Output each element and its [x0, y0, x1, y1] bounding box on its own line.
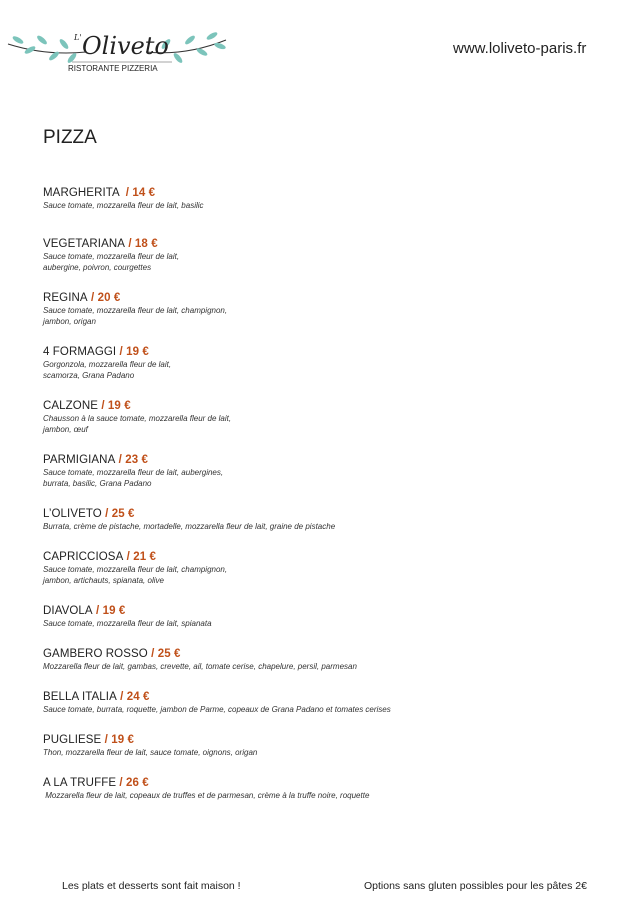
item-price: / 14 € — [122, 187, 156, 199]
item-name: CAPRICCIOSA — [43, 551, 124, 563]
menu-item — [43, 690, 391, 715]
item-description: burrata, basilic, Grana Padano — [43, 479, 152, 488]
item-description: Mozzarella fleur de lait, gambas, crevette, ail, tomate cerise, chapelure, persil, parmesan — [43, 662, 357, 671]
item-description: jambon, origan — [43, 317, 96, 326]
item-description: jambon, œuf — [43, 425, 88, 434]
item-name-line — [43, 550, 227, 564]
item-description: Sauce tomate, mozzarella fleur de lait, basilic — [43, 201, 204, 210]
item-name: MARGHERITA — [43, 187, 123, 199]
item-name-line — [43, 776, 369, 790]
menu-item — [43, 550, 227, 586]
item-description: Chausson à la sauce tomate, mozzarella fleur de lait, — [43, 414, 232, 423]
item-name: PARMIGIANA — [43, 454, 116, 466]
item-description: Sauce tomate, mozzarella fleur de lait, — [43, 252, 180, 261]
svg-text:L': L' — [74, 33, 82, 42]
item-price: / 23 € — [115, 454, 149, 466]
item-name-line — [43, 399, 231, 413]
item-name-line — [43, 604, 212, 618]
item-price: / 18 € — [125, 238, 158, 250]
menu-item — [43, 647, 357, 672]
item-name-line — [43, 453, 223, 467]
item-name: BELLA ITALIA — [43, 691, 117, 703]
item-price: / 24 € — [116, 691, 150, 703]
item-price: / 25 € — [147, 648, 181, 660]
menu-item — [43, 733, 257, 758]
item-name-line — [43, 733, 257, 747]
menu-item — [43, 345, 171, 381]
menu-item — [43, 291, 227, 327]
item-description: Mozzarella fleur de lait, copeaux de truffes et de parmesan, crème à la truffe noire, roquette — [43, 791, 370, 800]
item-description: Sauce tomate, mozzarella fleur de lait, champignon, — [43, 306, 228, 315]
item-name: VEGETARIANA — [43, 238, 126, 250]
svg-text:Oliveto: Oliveto — [82, 32, 169, 60]
item-name: L’OLIVETO — [43, 508, 102, 520]
footer-gluten-note: Options sans gluten possibles pour les pâtes 2€ — [364, 880, 587, 892]
item-name-line — [43, 647, 357, 661]
restaurant-logo — [6, 26, 228, 76]
item-name: 4 FORMAGGI — [43, 346, 117, 358]
item-description: Sauce tomate, burrata, roquette, jambon de Parme, copeaux de Grana Padano et tomates cerises — [43, 705, 391, 714]
item-price: / 21 € — [123, 551, 157, 563]
item-description: aubergine, poivron, courgettes — [43, 263, 152, 272]
item-name: GAMBERO ROSSO — [43, 648, 148, 660]
item-description: scamorza, Grana Padano — [43, 371, 135, 380]
menu-item — [43, 776, 369, 801]
item-name-line — [43, 291, 227, 305]
footer-homemade-note: Les plats et desserts sont fait maison ! — [62, 880, 241, 892]
item-price: / 25 € — [101, 508, 135, 520]
menu-item — [43, 237, 179, 273]
item-price: / 19 € — [98, 400, 131, 412]
item-name: DIAVOLA — [43, 605, 93, 617]
item-name-line — [43, 186, 204, 200]
menu-item — [43, 186, 204, 211]
menu-item — [43, 507, 335, 532]
item-description: Burrata, crème de pistache, mortadelle, mozzarella fleur de lait, graine de pistache — [43, 522, 336, 531]
item-name-line — [43, 345, 171, 359]
svg-text:RISTORANTE PIZZERIA: RISTORANTE PIZZERIA — [68, 64, 158, 73]
item-price: / 19 € — [92, 605, 126, 617]
item-description: Sauce tomate, mozzarella fleur de lait, champignon, — [43, 565, 228, 574]
section-title: PIZZA — [43, 127, 97, 148]
item-description: jambon, artichauts, spianata, olive — [43, 576, 164, 585]
item-description: Sauce tomate, mozzarella fleur de lait, aubergines, — [43, 468, 224, 477]
item-description: Thon, mozzarella fleur de lait, sauce tomate, oignons, origan — [43, 748, 258, 757]
item-name-line — [43, 690, 391, 704]
item-description: Gorgonzola, mozzarella fleur de lait, — [43, 360, 172, 369]
item-description: Sauce tomate, mozzarella fleur de lait, spianata — [43, 619, 212, 628]
item-price: / 20 € — [87, 292, 121, 304]
item-name: REGINA — [43, 292, 88, 304]
menu-item — [43, 453, 223, 489]
item-name: A LA TRUFFE — [43, 777, 117, 789]
item-price: / 19 € — [116, 346, 149, 358]
item-price: / 26 € — [116, 777, 149, 789]
item-name: PUGLIESE — [43, 734, 102, 746]
website-url[interactable]: www.loliveto-paris.fr — [453, 40, 587, 57]
item-name-line — [43, 507, 335, 521]
item-price: / 19 € — [101, 734, 134, 746]
item-name: CALZONE — [43, 400, 99, 412]
menu-item — [43, 399, 231, 435]
menu-item — [43, 604, 212, 629]
item-name-line — [43, 237, 179, 251]
